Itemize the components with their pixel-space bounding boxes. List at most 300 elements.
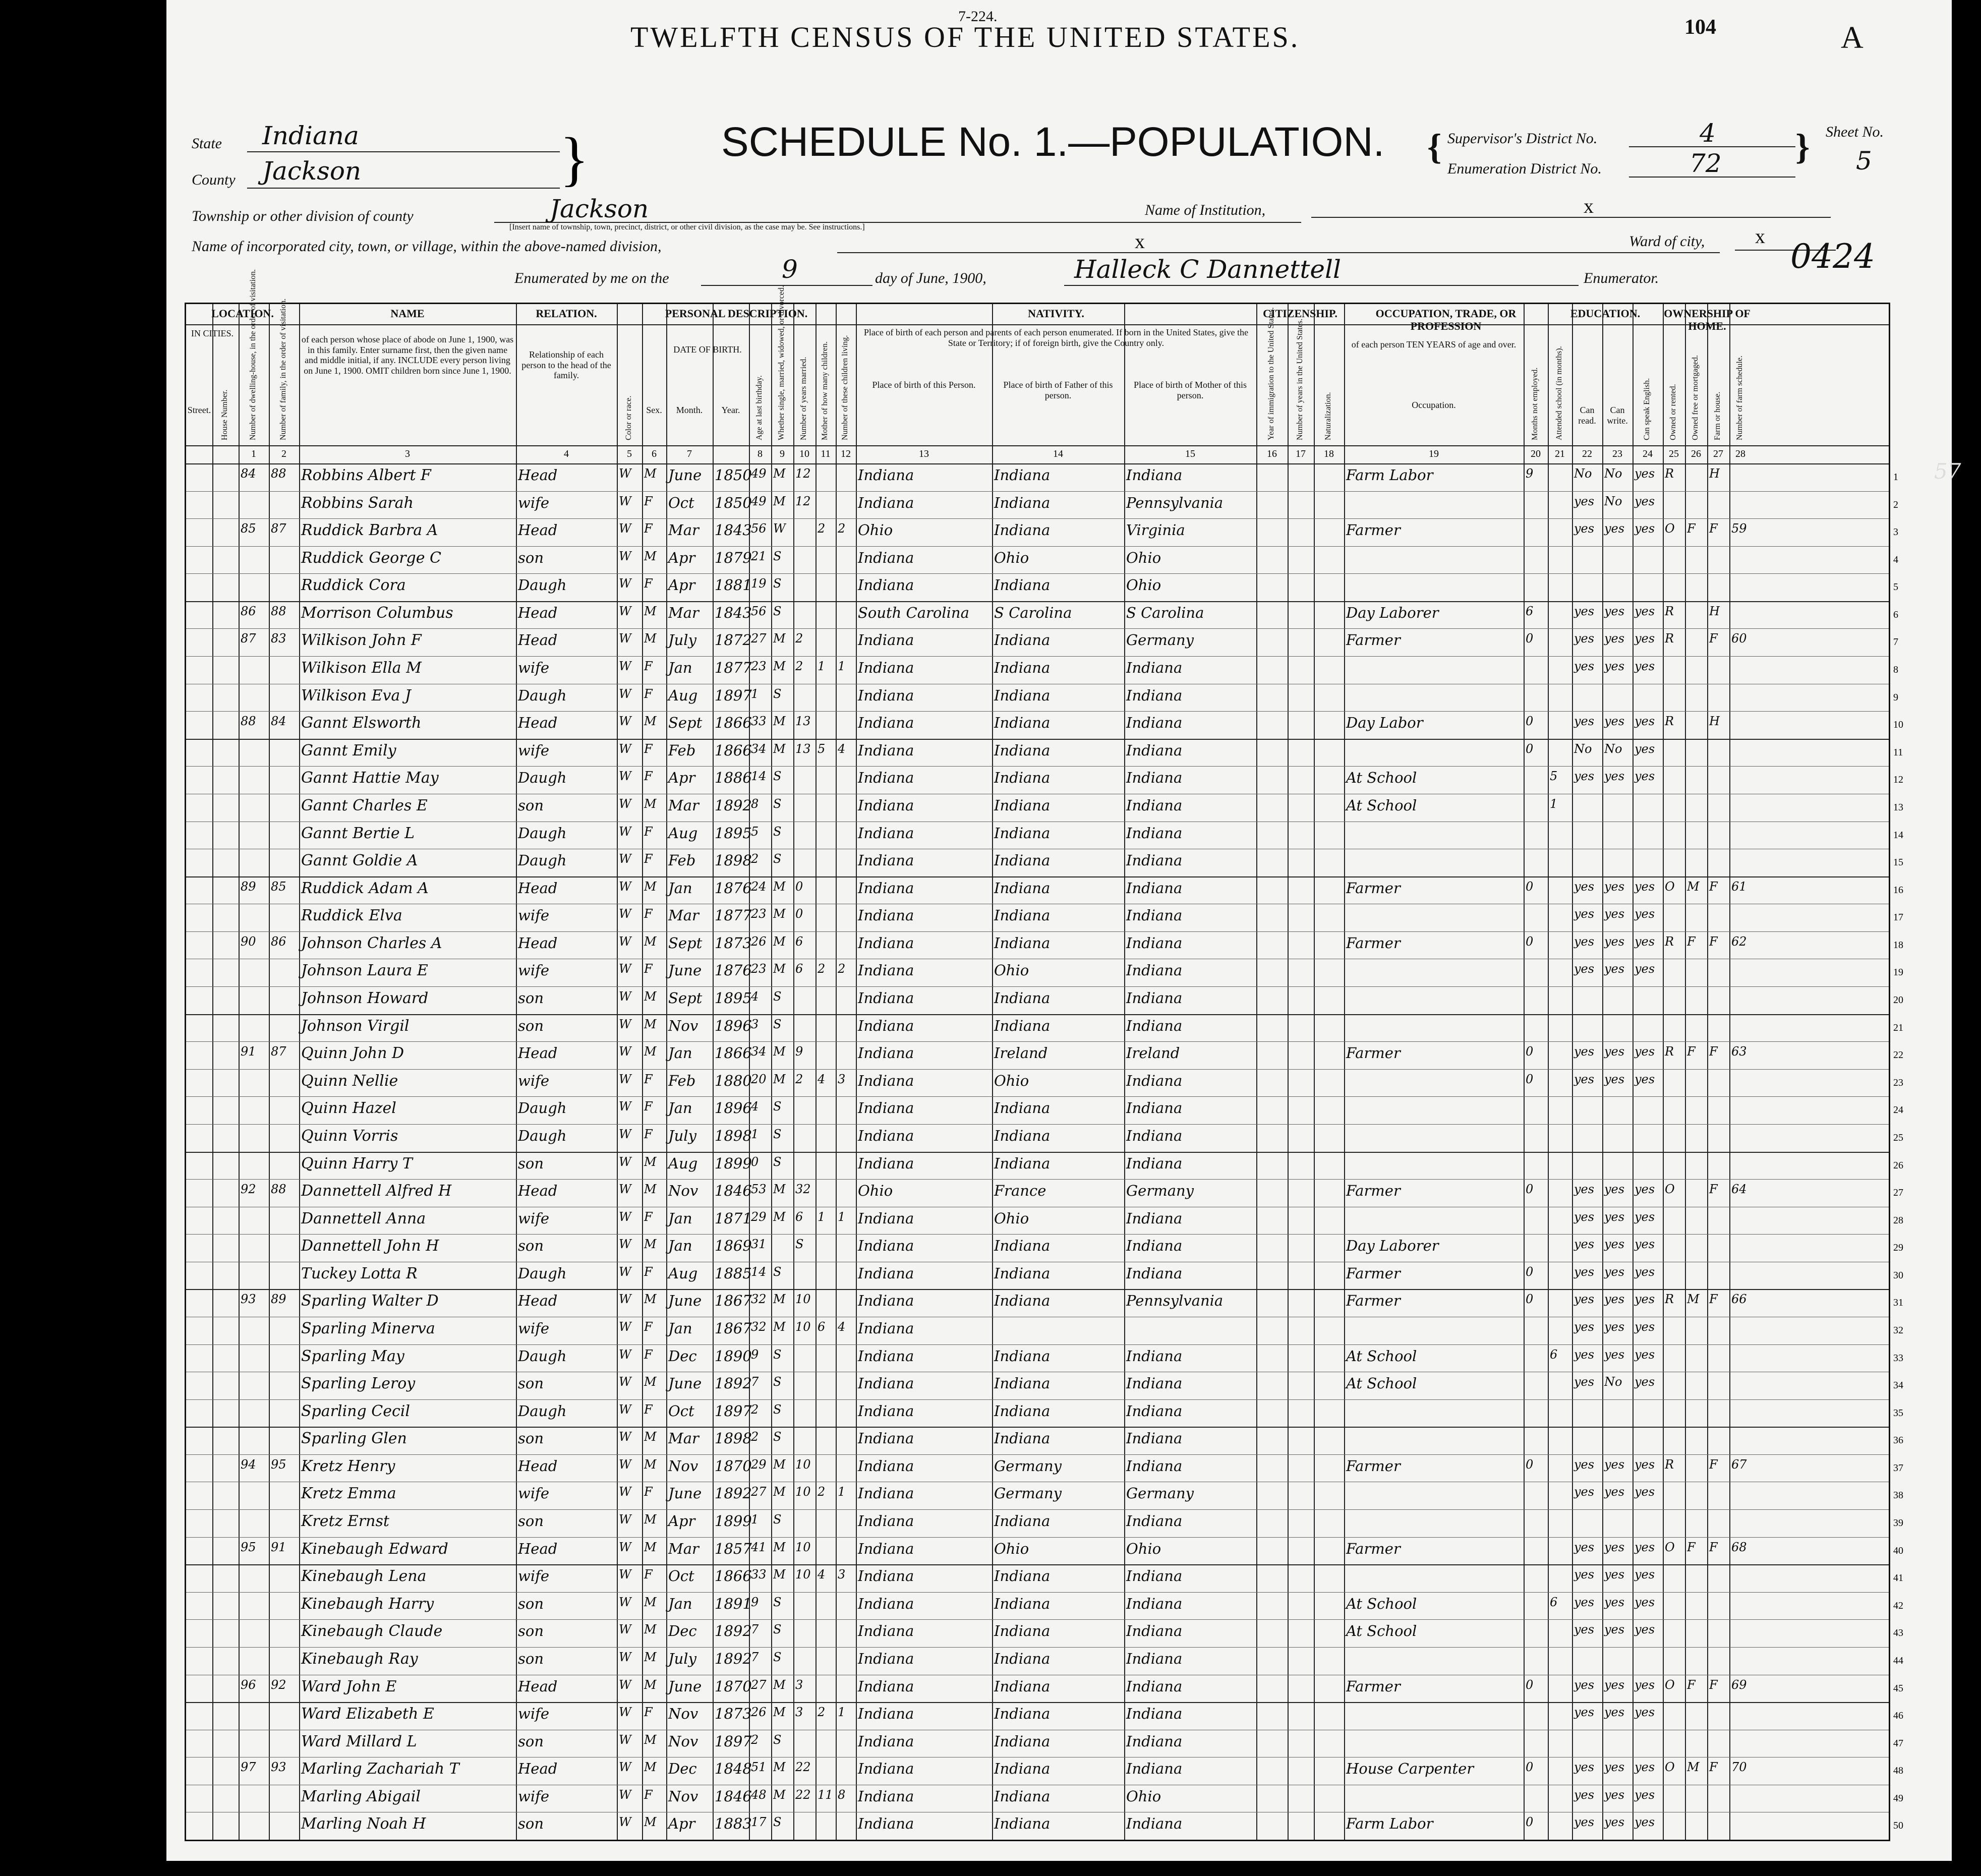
cell-years_married: 12: [795, 466, 811, 481]
cell-name: Kinebaugh Lena: [301, 1567, 427, 1586]
cell-year: 1877: [715, 659, 752, 677]
cell-name: Kinebaugh Ray: [301, 1650, 418, 1668]
cell-read: yes: [1574, 1705, 1595, 1720]
cell-read: yes: [1574, 521, 1595, 536]
cell-marital: S: [773, 852, 782, 866]
cell-year: 1846: [715, 1787, 752, 1805]
cell-occupation: Farm Labor: [1346, 1815, 1433, 1833]
column-header-name_desc: of each person whose place of abode on June 1, 1900, was in this family. Enter surname first, then the given name and middle initial, if any. INCLUDE every person living on June 1, 1900. OMIT children born since June 1, 1900.: [301, 334, 514, 376]
cell-living: 8: [838, 1787, 846, 1802]
cell-write: yes: [1604, 1677, 1625, 1692]
cell-sex: M: [644, 1815, 657, 1830]
cell-dwelling: 91: [241, 1044, 256, 1059]
column-header-free: Owned free or mortgaged.: [1691, 355, 1700, 440]
cell-color: W: [619, 1209, 631, 1224]
cell-read: yes: [1574, 769, 1595, 784]
cell-relation: Daugh: [518, 852, 567, 869]
cell-color: W: [619, 686, 631, 701]
cell-sex: M: [644, 1430, 657, 1444]
cell-living: 1: [838, 1705, 846, 1720]
column-header-birth_father: Place of birth of Father of this person.: [1003, 380, 1113, 400]
cell-birth_father: Indiana: [994, 1705, 1051, 1723]
cell-dwelling: 84: [241, 466, 256, 481]
cell-sex: M: [644, 714, 657, 729]
cell-years_married: 10: [795, 1485, 811, 1499]
cell-birth_mother: Indiana: [1126, 1017, 1183, 1034]
cell-birth_person: Indiana: [858, 907, 914, 924]
row-number: 47: [1893, 1737, 1903, 1749]
cell-color: W: [619, 1512, 631, 1527]
cell-color: W: [619, 962, 631, 976]
cell-color: W: [619, 1760, 631, 1775]
cell-years_married: 13: [795, 714, 811, 729]
cell-english: yes: [1635, 962, 1655, 976]
cell-birth_person: Indiana: [858, 1375, 914, 1392]
cell-sex: F: [644, 907, 653, 921]
row-number: 26: [1893, 1159, 1903, 1171]
cell-age: 48: [751, 1787, 767, 1802]
cell-years_married: 22: [795, 1787, 811, 1802]
cell-marital: M: [773, 1485, 786, 1499]
cell-owned: R: [1665, 1457, 1674, 1472]
cell-relation: wife: [518, 1787, 549, 1805]
cell-free: M: [1687, 1292, 1700, 1307]
cell-month: Aug: [668, 824, 698, 842]
cell-relation: son: [518, 1512, 544, 1530]
cell-birth_father: Indiana: [994, 1595, 1051, 1612]
cell-birth_father: Indiana: [994, 1292, 1051, 1310]
cell-birth_person: Indiana: [858, 1209, 914, 1227]
cell-read: yes: [1574, 1787, 1595, 1802]
cell-name: Sparling Glen: [301, 1430, 407, 1448]
cell-english: yes: [1635, 604, 1655, 618]
cell-name: Ruddick Elva: [301, 907, 402, 925]
cell-birth_person: Indiana: [858, 1319, 914, 1337]
cell-color: W: [619, 1567, 631, 1582]
cell-english: yes: [1635, 1760, 1655, 1775]
cell-month: Mar: [668, 604, 699, 621]
cell-year: 1897: [715, 1732, 752, 1750]
cell-birth_father: Indiana: [994, 1099, 1051, 1117]
cell-months_emp: 0: [1526, 934, 1534, 949]
cell-birth_mother: Indiana: [1126, 1402, 1183, 1420]
cell-schedule: 66: [1731, 1292, 1747, 1307]
cell-year: 1895: [715, 824, 752, 842]
cell-english: yes: [1635, 1182, 1655, 1197]
cell-color: W: [619, 1485, 631, 1499]
cell-birth_father: Indiana: [994, 1264, 1051, 1282]
cell-color: W: [619, 1017, 631, 1031]
cell-relation: Daugh: [518, 824, 567, 842]
cell-birth_person: Ohio: [858, 1182, 893, 1200]
cell-name: Morrison Columbus: [301, 604, 453, 622]
cell-marital: M: [773, 1292, 786, 1307]
cell-read: No: [1574, 466, 1592, 481]
cell-name: Marling Abigail: [301, 1787, 421, 1805]
cell-family: 91: [271, 1540, 286, 1554]
cell-year: 1869: [715, 1237, 752, 1255]
cell-owned: R: [1665, 1292, 1674, 1307]
cell-occupation: At School: [1346, 1347, 1417, 1365]
cell-month: June: [668, 1485, 702, 1502]
column-header-in_cities: IN CITIES.: [191, 328, 234, 338]
cell-color: W: [619, 1072, 631, 1086]
cell-birth_mother: Indiana: [1126, 1072, 1183, 1089]
cell-birth_person: Indiana: [858, 1622, 914, 1640]
row-number: 37: [1893, 1462, 1903, 1474]
cell-birth_mother: S Carolina: [1126, 604, 1204, 621]
cell-dwelling: 89: [241, 879, 256, 894]
cell-birth_person: Indiana: [858, 549, 914, 566]
cell-sex: M: [644, 1154, 657, 1169]
cell-name: Sparling Cecil: [301, 1402, 410, 1420]
cell-year: 1890: [715, 1347, 752, 1365]
cell-family: 95: [271, 1457, 286, 1472]
group-header: RELATION.: [536, 307, 597, 320]
cell-sex: F: [644, 1319, 653, 1334]
cell-years_married: 10: [795, 1567, 811, 1582]
cell-birth_person: Indiana: [858, 1677, 914, 1695]
cell-occupation: At School: [1346, 769, 1417, 787]
cell-living: 4: [838, 741, 846, 756]
margin-note: 57: [1934, 459, 1961, 484]
row-number: 48: [1893, 1765, 1903, 1777]
cell-relation: Head: [518, 714, 558, 732]
cell-occupation: Farmer: [1346, 521, 1401, 539]
cell-schedule: 69: [1731, 1677, 1747, 1692]
column-header-school: Attended school (in months).: [1555, 346, 1563, 440]
cell-living: 3: [838, 1072, 846, 1086]
group-header: NATIVITY.: [1028, 307, 1084, 320]
cell-month: Jan: [668, 879, 692, 897]
cell-age: 26: [751, 1705, 767, 1720]
column-number: 8: [758, 448, 763, 459]
cell-farm: F: [1709, 1760, 1718, 1775]
cell-age: 1: [751, 1512, 759, 1527]
cell-birth_father: Indiana: [994, 879, 1051, 897]
cell-years_married: 13: [795, 741, 811, 756]
cell-birth_mother: Virginia: [1126, 521, 1185, 539]
column-number: 21: [1555, 448, 1565, 459]
cell-owned: O: [1665, 1760, 1675, 1775]
cell-birth_person: Indiana: [858, 1430, 914, 1447]
column-header-dwelling: Number of dwelling-house, in the order of visitation.: [249, 269, 257, 440]
cell-sex: M: [644, 1760, 657, 1775]
cell-name: Quinn Vorris: [301, 1127, 398, 1145]
cell-age: 7: [751, 1650, 759, 1664]
cell-sex: F: [644, 576, 653, 591]
column-header-occupation_desc: of each person TEN YEARS of age and over.: [1351, 339, 1517, 349]
cell-living: 2: [838, 521, 846, 536]
cell-name: Ward John E: [301, 1677, 397, 1695]
cell-marital: M: [773, 1677, 786, 1692]
cell-name: Wilkison Eva J: [301, 686, 411, 705]
cell-age: 2: [751, 1402, 759, 1417]
cell-farm: H: [1709, 604, 1720, 618]
column-number: 2: [281, 448, 286, 459]
column-number: 12: [841, 448, 851, 459]
cell-marital: W: [773, 521, 786, 536]
cell-month: June: [668, 962, 702, 979]
row-number: 32: [1893, 1324, 1903, 1336]
cell-family: 84: [271, 714, 286, 729]
cell-years_married: 0: [795, 879, 803, 894]
cell-years_married: 3: [795, 1705, 803, 1720]
cell-farm: F: [1709, 1540, 1718, 1554]
ward-label: Ward of city,: [1629, 233, 1705, 250]
row-number: 14: [1893, 829, 1903, 841]
cell-write: yes: [1604, 1787, 1625, 1802]
cell-birth_father: Ireland: [994, 1044, 1048, 1062]
cell-birth_person: Indiana: [858, 1705, 914, 1723]
cell-age: 17: [751, 1815, 767, 1830]
cell-birth_father: Indiana: [994, 934, 1051, 952]
cell-living: 1: [838, 659, 846, 674]
cell-sex: F: [644, 824, 653, 839]
cell-sex: M: [644, 1457, 657, 1472]
cell-year: 1867: [715, 1319, 752, 1337]
cell-sex: M: [644, 934, 657, 949]
cell-relation: wife: [518, 659, 549, 677]
cell-relation: Daugh: [518, 1347, 567, 1365]
cell-owned: O: [1665, 521, 1675, 536]
cell-color: W: [619, 1787, 631, 1802]
cell-year: 1870: [715, 1457, 752, 1475]
cell-marital: M: [773, 1567, 786, 1582]
cell-year: 1892: [715, 1622, 752, 1640]
cell-birth_person: Indiana: [858, 1732, 914, 1750]
cell-free: M: [1687, 879, 1700, 894]
cell-birth_person: Indiana: [858, 852, 914, 869]
cell-year: 1848: [715, 1760, 752, 1778]
cell-relation: Daugh: [518, 1127, 567, 1144]
enumerated-label: Enumerated by me on the: [514, 270, 669, 286]
row-number: 39: [1893, 1517, 1903, 1529]
cell-sex: F: [644, 1485, 653, 1499]
cell-year: 1871: [715, 1209, 752, 1227]
cell-relation: Head: [518, 1044, 558, 1062]
cell-occupation: Farmer: [1346, 1540, 1401, 1557]
cell-color: W: [619, 1815, 631, 1830]
cell-birth_person: Indiana: [858, 659, 914, 677]
cell-marital: S: [773, 1402, 782, 1417]
cell-birth_mother: Indiana: [1126, 1705, 1183, 1723]
cell-living: 1: [838, 1485, 846, 1499]
cell-marital: S: [773, 686, 782, 701]
cell-sex: F: [644, 1264, 653, 1279]
cell-birth_person: Indiana: [858, 631, 914, 649]
cell-english: yes: [1635, 1567, 1655, 1582]
cell-age: 41: [751, 1540, 767, 1554]
cell-birth_mother: Indiana: [1126, 1760, 1183, 1778]
cell-living: 4: [838, 1319, 846, 1334]
cell-marital: M: [773, 1540, 786, 1554]
cell-age: 23: [751, 962, 767, 976]
cell-birth_mother: Indiana: [1126, 1457, 1183, 1475]
cell-year: 1883: [715, 1815, 752, 1833]
cell-month: Jan: [668, 1044, 692, 1062]
cell-age: 31: [751, 1237, 767, 1252]
cell-age: 9: [751, 1595, 759, 1609]
cell-year: 1873: [715, 934, 752, 952]
cell-write: yes: [1604, 962, 1625, 976]
cell-read: yes: [1574, 714, 1595, 729]
cell-months_emp: 0: [1526, 1182, 1534, 1197]
cell-birth_mother: Indiana: [1126, 659, 1183, 677]
cell-name: Tuckey Lotta R: [301, 1264, 418, 1282]
cell-name: Sparling May: [301, 1347, 404, 1365]
cell-occupation: At School: [1346, 1622, 1417, 1640]
cell-color: W: [619, 1375, 631, 1389]
column-number: 16: [1267, 448, 1277, 459]
cell-read: yes: [1574, 1815, 1595, 1830]
cell-family: 89: [271, 1292, 286, 1307]
cell-relation: Head: [518, 1677, 558, 1695]
cell-age: 14: [751, 1264, 767, 1279]
cell-birth_father: Ohio: [994, 1072, 1029, 1089]
cell-marital: M: [773, 1209, 786, 1224]
cell-name: Ward Millard L: [301, 1732, 417, 1750]
cell-years_married: 10: [795, 1457, 811, 1472]
cell-birth_father: Ohio: [994, 549, 1029, 566]
cell-english: yes: [1635, 1540, 1655, 1554]
cell-occupation: Farmer: [1346, 1264, 1401, 1282]
cell-marital: M: [773, 962, 786, 976]
cell-dwelling: 86: [241, 604, 256, 618]
cell-owned: O: [1665, 1182, 1675, 1197]
cell-sex: M: [644, 1732, 657, 1747]
cell-birth_mother: Indiana: [1126, 1347, 1183, 1365]
cell-farm: F: [1709, 1457, 1718, 1472]
cell-farm: H: [1709, 466, 1720, 481]
cell-marital: M: [773, 1760, 786, 1775]
cell-month: Jan: [668, 1099, 692, 1117]
cell-birth_person: Indiana: [858, 1540, 914, 1557]
cell-name: Kinebaugh Harry: [301, 1595, 434, 1613]
cell-month: Mar: [668, 1540, 699, 1557]
cell-relation: Head: [518, 1457, 558, 1475]
cell-read: yes: [1574, 659, 1595, 674]
enumerator-label: Enumerator.: [1584, 270, 1659, 286]
column-header-house: House Number.: [220, 389, 229, 440]
cell-farm: F: [1709, 1677, 1718, 1692]
cell-read: yes: [1574, 1044, 1595, 1059]
column-number: 25: [1669, 448, 1679, 459]
cell-read: yes: [1574, 1209, 1595, 1224]
cell-english: yes: [1635, 1237, 1655, 1252]
row-number: 33: [1893, 1352, 1903, 1364]
cell-birth_mother: Indiana: [1126, 934, 1183, 952]
cell-color: W: [619, 1540, 631, 1554]
cell-year: 1880: [715, 1072, 752, 1089]
cell-relation: Head: [518, 466, 558, 484]
cell-months_emp: 6: [1526, 604, 1534, 618]
cell-birth_mother: Indiana: [1126, 466, 1183, 484]
cell-month: Mar: [668, 907, 699, 924]
cell-marital: S: [773, 1099, 782, 1114]
cell-birth_father: Indiana: [994, 631, 1051, 649]
cell-year: 1892: [715, 1650, 752, 1667]
cell-age: 4: [751, 989, 759, 1004]
column-number: 11: [821, 448, 831, 459]
cell-color: W: [619, 1264, 631, 1279]
cell-farm: F: [1709, 879, 1718, 894]
row-number: 10: [1893, 719, 1903, 731]
cell-marital: M: [773, 1787, 786, 1802]
cell-relation: Daugh: [518, 1264, 567, 1282]
cell-write: yes: [1604, 1072, 1625, 1086]
cell-color: W: [619, 466, 631, 481]
cell-read: yes: [1574, 1567, 1595, 1582]
cell-marital: M: [773, 659, 786, 674]
cell-age: 14: [751, 769, 767, 784]
cell-birth_mother: Indiana: [1126, 1099, 1183, 1117]
cell-relation: son: [518, 1732, 544, 1750]
cell-birth_mother: Indiana: [1126, 1732, 1183, 1750]
cell-sex: M: [644, 1540, 657, 1554]
cell-name: Kretz Emma: [301, 1485, 396, 1503]
cell-english: yes: [1635, 934, 1655, 949]
cell-year: 1898: [715, 1430, 752, 1447]
cell-year: 1898: [715, 852, 752, 869]
column-header-read: Can read.: [1578, 405, 1596, 426]
state-label: State: [192, 135, 222, 152]
cell-month: Jan: [668, 1319, 692, 1337]
group-header: NAME: [390, 307, 425, 320]
cell-color: W: [619, 631, 631, 646]
row-number: 15: [1893, 857, 1903, 868]
cell-name: Gannt Goldie A: [301, 852, 418, 870]
cell-occupation: At School: [1346, 1595, 1417, 1612]
cell-year: 1892: [715, 1375, 752, 1392]
cell-name: Kretz Ernst: [301, 1512, 389, 1531]
row-number: 20: [1893, 994, 1903, 1006]
cell-schedule: 67: [1731, 1457, 1747, 1472]
cell-years_married: 12: [795, 494, 811, 508]
cell-mother_of: 2: [818, 521, 826, 536]
cell-birth_mother: Indiana: [1126, 714, 1183, 732]
row-number: 21: [1893, 1022, 1903, 1033]
group-header: LOCATION.: [211, 307, 274, 320]
cell-birth_father: Indiana: [994, 1567, 1051, 1585]
column-header-birth_person: Place of birth of this Person.: [872, 380, 976, 390]
column-number: 27: [1713, 448, 1723, 459]
column-number: 14: [1053, 448, 1063, 459]
group-header: OCCUPATION, TRADE, OR PROFESSION: [1375, 307, 1517, 333]
cell-mother_of: 4: [818, 1072, 826, 1086]
cell-relation: Daugh: [518, 1402, 567, 1420]
cell-month: Feb: [668, 852, 696, 869]
cell-mother_of: 2: [818, 962, 826, 976]
row-number: 8: [1893, 664, 1898, 676]
cell-farm: F: [1709, 521, 1718, 536]
cell-birth_mother: Pennsylvania: [1126, 494, 1223, 511]
cell-birth_person: Indiana: [858, 1485, 914, 1502]
form-number: 7-224.: [958, 8, 998, 25]
cell-english: yes: [1635, 1677, 1655, 1692]
cell-write: yes: [1604, 1237, 1625, 1252]
cell-owned: R: [1665, 934, 1674, 949]
cell-read: yes: [1574, 1375, 1595, 1389]
cell-year: 1850: [715, 466, 752, 484]
cell-name: Gannt Charles E: [301, 796, 428, 814]
cell-color: W: [619, 796, 631, 811]
cell-birth_mother: Indiana: [1126, 769, 1183, 787]
cell-relation: son: [518, 1622, 544, 1640]
cell-free: F: [1687, 1677, 1696, 1692]
cell-months_emp: 0: [1526, 1072, 1534, 1086]
cell-birth_father: Indiana: [994, 907, 1051, 924]
